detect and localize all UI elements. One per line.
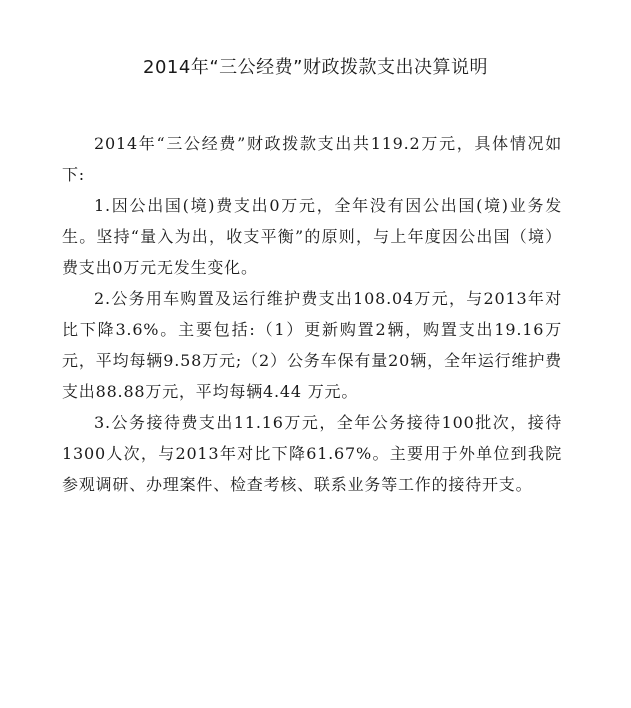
paragraph-official-vehicles: 2.公务用车购置及运行维护费支出108.04万元，与2013年对比下降3.6%。主要包括:（1）更新购置2辆，购置支出19.16万元，平均每辆9.58万元;（2）公务车保有量20辆，全年运行维护费支出88.88万元，平均每辆4.44 万元。 [62,289,562,401]
document-body [62,128,562,500]
document-title: 2014年“三公经费”财政拨款支出决算说明 [143,57,488,78]
paragraph-official-reception: 3.公务接待费支出11.16万元，全年公务接待100批次，接待1300人次，与2013年对比下降61.67%。主要用于外单位到我院参观调研、办理案件、检查考核、联系业务等工作的接待开支。 [62,413,562,494]
paragraph-overseas-travel: 1.因公出国(境)费支出0万元，全年没有因公出国(境)业务发生。坚持“量入为出，收支平衡”的原则，与上年度因公出国（境）费支出0万元无发生变化。 [62,196,562,277]
paragraph-intro: 2014年“三公经费”财政拨款支出共119.2万元，具体情况如下: [62,134,562,184]
